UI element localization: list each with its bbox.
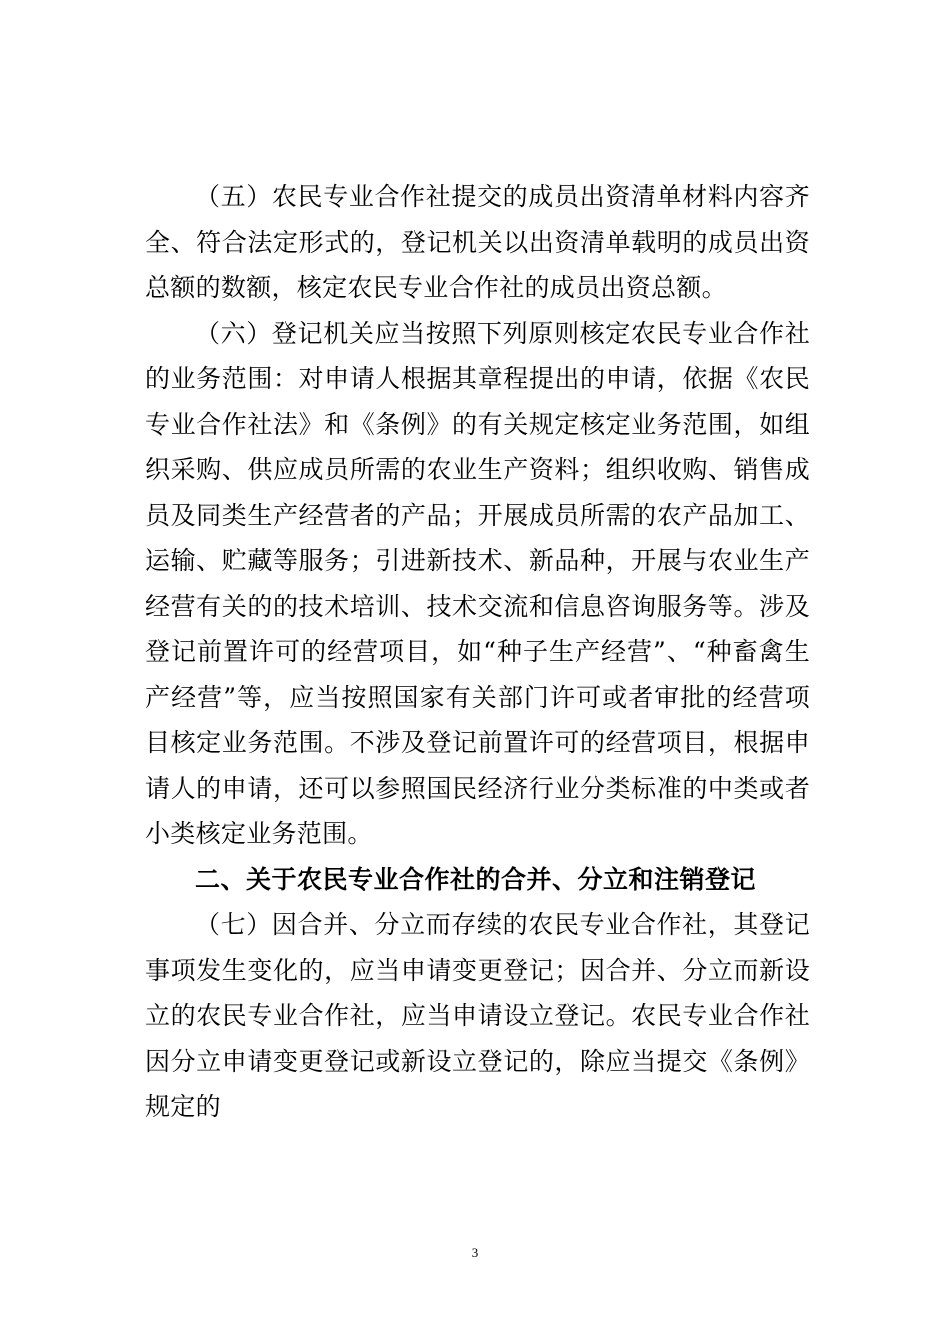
document-body bbox=[145, 174, 810, 1130]
paragraph-item-7: （七）因合并、分立而存续的农民专业合作社，其登记事项发生变化的，应当申请变更登记；因合并、分立而新设立的农民专业合作社，应当申请设立登记。农民专业合作社因分立申请变更登记或新设立登记的，除应当提交《条例》规定的 bbox=[145, 910, 810, 1121]
paragraph-item-5: （五）农民专业合作社提交的成员出资清单材料内容齐全、符合法定形式的，登记机关以出资清单载明的成员出资总额的数额，核定农民专业合作社的成员出资总额。 bbox=[145, 182, 810, 302]
paragraph-item-6: （六）登记机关应当按照下列原则核定农民专业合作社的业务范围：对申请人根据其章程提出的申请，依据《农民专业合作社法》和《条例》的有关规定核定业务范围，如组织采购、供应成员所需的农业生产资料；组织收购、销售成员及同类生产经营者的产品；开展成员所需的农产品加工、运输、贮藏等服务；引进新技术、新品种，开展与农业生产经营有关的的技术培训、技术交流和信息咨询服务等。涉及登记前置许可的经营项目，如“种子生产经营”、“种畜禽生产经营”等，应当按照国家有关部门许可或者审批的经营项目核定业务范围。不涉及登记前置许可的经营项目，根据申请人的申请，还可以参照国民经济行业分类标准的中类或者小类核定业务范围。 bbox=[145, 318, 810, 848]
section-heading-2: 二、关于农民专业合作社的合并、分立和注销登记 bbox=[195, 864, 757, 894]
page-number: 3 bbox=[471, 1245, 479, 1260]
